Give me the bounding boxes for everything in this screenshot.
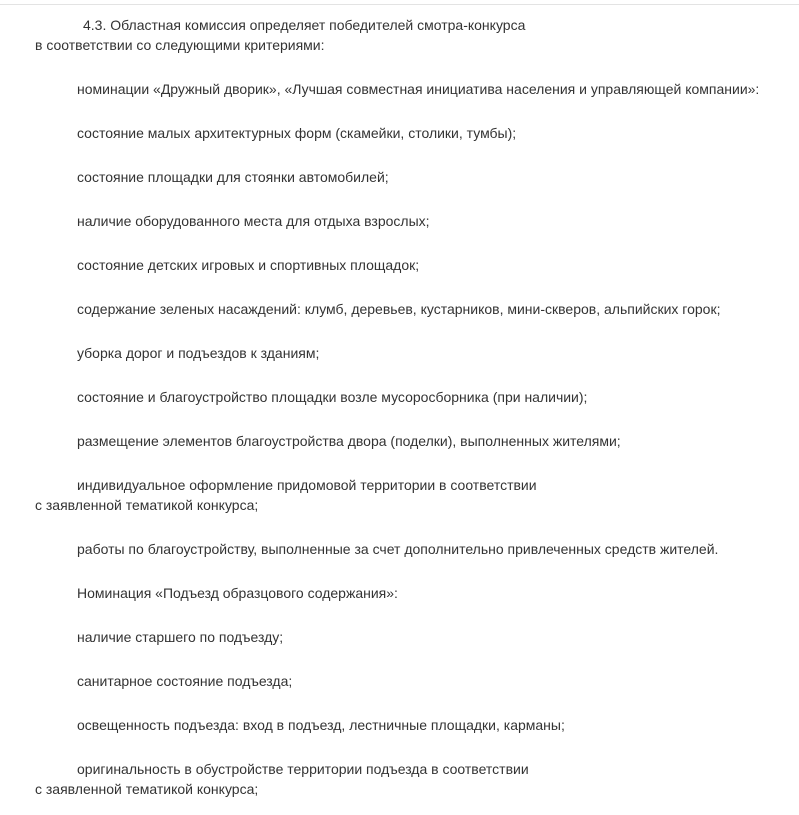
paragraph-line: с заявленной тематикой конкурса; [35, 497, 259, 513]
criterion-item [35, 123, 785, 143]
paragraph-nomination-entrance [35, 583, 785, 603]
criterion-item [35, 431, 785, 451]
criterion-item [35, 759, 785, 799]
paragraph-line: уборка дорог и подъездов к зданиям; [77, 345, 320, 361]
criterion-item [35, 539, 785, 559]
criterion-item [35, 255, 785, 275]
paragraph-line: содержание зеленых насаждений: клумб, деревьев, кустарников, мини-скверов, альпийских горок; [77, 301, 721, 317]
criterion-item [35, 211, 785, 231]
top-divider [0, 4, 799, 5]
paragraph-line: индивидуальное оформление придомовой территории в соответствии [77, 477, 537, 493]
paragraph-line: оригинальность в обустройстве территории подъезда в соответствии [77, 761, 529, 777]
paragraph-line: с заявленной тематикой конкурса; [35, 781, 259, 797]
paragraph-line: наличие оборудованного места для отдыха взрослых; [77, 213, 430, 229]
paragraph-line: Номинация «Подъезд образцового содержания»: [77, 585, 398, 601]
paragraph-line: состояние детских игровых и спортивных площадок; [77, 257, 420, 273]
paragraph-nomination-courtyard [35, 79, 785, 99]
paragraph-line: освещенность подъезда: вход в подъезд, лестничные площадки, карманы; [77, 717, 565, 733]
criterion-item [35, 343, 785, 363]
paragraph-line: состояние площадки для стоянки автомобилей; [77, 169, 389, 185]
criterion-item [35, 671, 785, 691]
paragraph-line: наличие старшего по подъезду; [77, 629, 284, 645]
criterion-item [35, 715, 785, 735]
criterion-item [35, 627, 785, 647]
criterion-item [35, 387, 785, 407]
paragraph-line: состояние малых архитектурных форм (скамейки, столики, тумбы); [77, 125, 517, 141]
paragraph-line: санитарное состояние подъезда; [77, 673, 293, 689]
criterion-item [35, 167, 785, 187]
paragraph-4-3-intro [35, 15, 785, 55]
paragraph-line: номинации «Дружный дворик», «Лучшая совместная инициатива населения и управляющей компании»: [77, 81, 760, 97]
paragraph-line: 4.3. Областная комиссия определяет победителей смотра-конкурса [83, 17, 526, 33]
paragraph-line: состояние и благоустройство площадки возле мусоросборника (при наличии); [77, 389, 588, 405]
paragraph-line: размещение элементов благоустройства двора (поделки), выполненных жителями; [77, 433, 621, 449]
paragraph-line: работы по благоустройству, выполненные за счет дополнительно привлеченных средств жителей. [77, 541, 719, 557]
criterion-item [35, 299, 785, 319]
paragraph-line: в соответствии со следующими критериями: [35, 37, 325, 53]
criterion-item [35, 475, 785, 515]
